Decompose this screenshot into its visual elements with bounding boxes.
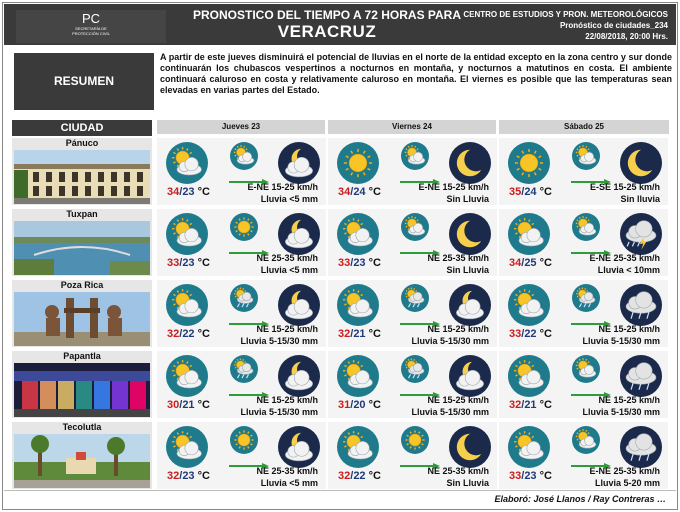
arrow-right-icon: [571, 385, 611, 391]
forecast-cell: [499, 422, 669, 489]
rain-text: Lluvia 5-15/30 mm: [240, 336, 318, 346]
resumen-text: A partir de este jueves disminuirá el potencial de lluvias en el norte de la entidad excepto en la zona centro y sur donde continuarán los chubascos vespertinos a nocturnos en montaña, y nocturnos a matutinos en costa. El ambiente continuará caluroso en costa y relativamente caluroso en montaña. El viernes es posible que las temperaturas sean elevadas en varias partes del Estado.: [160, 52, 672, 95]
logo: [16, 10, 166, 43]
temperature: [509, 328, 552, 340]
temp-unit: °C: [197, 399, 210, 411]
wind-text: NE 25-35 km/h: [427, 466, 489, 476]
temperature: [338, 470, 381, 482]
temp-min: 21: [182, 399, 195, 411]
temp-unit: °C: [368, 257, 381, 269]
rain-text: Lluvia <5 mm: [260, 194, 318, 204]
forecast-cell: [157, 138, 327, 205]
temp-separator: /: [179, 328, 183, 340]
arrow-right-icon: [229, 172, 269, 178]
city-card: [12, 280, 152, 347]
wind-text: E-NE 25-35 km/h: [589, 466, 660, 476]
partly-cloudy-icon: [229, 141, 259, 171]
temp-unit: °C: [539, 257, 552, 269]
clear-night-icon: [619, 141, 663, 185]
arrow-right-icon: [229, 314, 269, 320]
temp-unit: °C: [368, 470, 381, 482]
temp-max: 33: [509, 470, 522, 482]
temp-unit: °C: [539, 186, 552, 198]
rain-night-icon: [619, 425, 663, 469]
temp-min: 23: [353, 257, 366, 269]
title-line-2: VERACRUZ: [277, 22, 377, 41]
forecast-cell: [328, 280, 498, 347]
temp-min: 21: [353, 328, 366, 340]
arrow-right-icon: [571, 456, 611, 462]
city-card: [12, 422, 152, 489]
city-name: Papantla: [63, 351, 101, 361]
cloudy-night-icon: [277, 212, 321, 256]
partly-cloudy-icon: [571, 212, 601, 242]
temperature: [338, 328, 381, 340]
arrow-right-icon: [400, 172, 440, 178]
wind-text: NE 15-25 km/h: [598, 395, 660, 405]
rain-text: Lluvia < 10mm: [597, 265, 660, 275]
temp-unit: °C: [197, 328, 210, 340]
arrow-right-icon: [400, 456, 440, 462]
temp-max: 33: [338, 257, 351, 269]
city-card: [12, 138, 152, 205]
forecast-cell: [499, 280, 669, 347]
temp-max: 32: [509, 399, 522, 411]
wind-text: NE 15-25 km/h: [256, 395, 318, 405]
rain-night-icon: [619, 283, 663, 327]
temp-min: 20: [353, 399, 366, 411]
wind-text: NE 25-35 km/h: [256, 253, 318, 263]
wind-text: NE 15-25 km/h: [427, 395, 489, 405]
rain-text: Sin Lluvia: [446, 194, 489, 204]
title-line-1: PRONOSTICO DEL TIEMPO A 72 HORAS PARA: [192, 8, 462, 22]
temp-unit: °C: [368, 186, 381, 198]
logo-text: PC: [81, 11, 101, 26]
partly-cloudy-icon: [336, 354, 380, 398]
city-card: [12, 209, 152, 276]
temperature: [338, 186, 381, 198]
cloudy-night-icon: [277, 425, 321, 469]
cloudy-night-icon: [277, 283, 321, 327]
temperature: [338, 257, 381, 269]
partly-cloudy-icon: [400, 212, 430, 242]
clear-night-icon: [448, 425, 492, 469]
river-bridge-photo: [14, 221, 150, 275]
partly-cloudy-icon: [336, 212, 380, 256]
temperature: [167, 328, 210, 340]
arrow-right-icon: [571, 172, 611, 178]
temp-max: 32: [338, 470, 351, 482]
temp-unit: °C: [539, 328, 552, 340]
temp-separator: /: [179, 257, 183, 269]
temp-separator: /: [521, 186, 525, 198]
partly-cloudy-icon: [165, 354, 209, 398]
rainy-icon: [400, 283, 430, 313]
rain-text: Lluvia <5 mm: [260, 478, 318, 488]
town-square-photo: [14, 434, 150, 488]
wind-text: E-NE 15-25 km/h: [418, 182, 489, 192]
temperature: [509, 186, 552, 198]
partly-cloudy-icon: [507, 425, 551, 469]
partly-cloudy-icon: [400, 141, 430, 171]
wind-text: E-NE 25-35 km/h: [589, 253, 660, 263]
rain-text: Lluvia 5-15/30 mm: [411, 336, 489, 346]
temp-max: 34: [167, 186, 180, 198]
issue-datetime: 22/08/2018, 20:00 Hrs.: [585, 32, 668, 41]
arrow-right-icon: [229, 456, 269, 462]
arrow-right-icon: [400, 243, 440, 249]
wind-text: E-SE 15-25 km/h: [589, 182, 660, 192]
temp-min: 23: [182, 470, 195, 482]
partly-cloudy-icon: [507, 212, 551, 256]
partly-cloudy-icon: [165, 212, 209, 256]
arrow-right-icon: [229, 243, 269, 249]
day-header-1: Jueves 23: [157, 120, 325, 134]
doc-name: Pronóstico de ciudades_234: [559, 21, 668, 30]
temp-separator: /: [521, 328, 525, 340]
header-info: [463, 9, 668, 42]
cloudy-night-icon: [277, 141, 321, 185]
colonial-building-photo: [14, 150, 150, 204]
temp-unit: °C: [197, 470, 210, 482]
city-name: Tecolutla: [62, 422, 102, 432]
temp-min: 23: [524, 470, 537, 482]
partly-cloudy-icon: [165, 283, 209, 327]
sunny-icon: [507, 141, 551, 185]
temp-unit: °C: [197, 257, 210, 269]
partly-cloudy-icon: [165, 141, 209, 185]
mural-photo: [14, 363, 150, 417]
forecast-cell: [157, 209, 327, 276]
rain-text: Lluvia <5 mm: [260, 265, 318, 275]
temp-separator: /: [179, 186, 183, 198]
wind-text: E-NE 15-25 km/h: [247, 182, 318, 192]
temp-max: 34: [509, 257, 522, 269]
temp-max: 30: [167, 399, 180, 411]
rainy-icon: [571, 283, 601, 313]
forecast-cell: [157, 422, 327, 489]
forecast-cell: [157, 280, 327, 347]
oil-monument-photo: [14, 292, 150, 346]
rain-text: Lluvia 5-20 mm: [594, 478, 660, 488]
rain-text: Lluvia 5-15/30 mm: [240, 407, 318, 417]
wind-text: NE 15-25 km/h: [427, 324, 489, 334]
cloudy-night-icon: [448, 354, 492, 398]
partly-cloudy-icon: [571, 141, 601, 171]
partly-cloudy-icon: [336, 283, 380, 327]
forecast-cell: [328, 138, 498, 205]
arrow-right-icon: [229, 385, 269, 391]
sunny-icon: [229, 425, 259, 455]
clear-night-icon: [448, 141, 492, 185]
forecast-cell: [499, 351, 669, 418]
temperature: [338, 399, 381, 411]
partly-cloudy-icon: [507, 354, 551, 398]
forecast-cell: [328, 209, 498, 276]
wind-text: NE 15-25 km/h: [598, 324, 660, 334]
temperature: [167, 399, 210, 411]
rain-night-icon: [619, 354, 663, 398]
temp-unit: °C: [368, 399, 381, 411]
temp-min: 22: [182, 328, 195, 340]
storm-night-icon: [619, 212, 663, 256]
temp-max: 33: [509, 328, 522, 340]
sunny-icon: [336, 141, 380, 185]
temp-max: 31: [338, 399, 351, 411]
wind-text: NE 15-25 km/h: [256, 324, 318, 334]
cloudy-night-icon: [277, 354, 321, 398]
temp-min: 24: [524, 186, 537, 198]
temp-min: 22: [524, 328, 537, 340]
temp-max: 33: [167, 257, 180, 269]
partly-cloudy-icon: [571, 354, 601, 384]
rain-text: Sin Lluvia: [446, 478, 489, 488]
wind-text: NE 25-35 km/h: [256, 466, 318, 476]
rain-text: Sin Lluvia: [446, 265, 489, 275]
temp-separator: /: [350, 186, 354, 198]
day-header-3: Sábado 25: [499, 120, 669, 134]
temp-unit: °C: [197, 186, 210, 198]
logo-subtext: SECRETARÍA DE PROTECCIÓN CIVIL: [72, 26, 110, 36]
arrow-right-icon: [400, 314, 440, 320]
org-name: CENTRO DE ESTUDIOS Y PRON. METEOROLÓGICOS: [463, 10, 668, 19]
temp-unit: °C: [368, 328, 381, 340]
temperature: [509, 470, 552, 482]
partly-cloudy-icon: [507, 283, 551, 327]
rain-text: Lluvia 5-15/30 mm: [582, 407, 660, 417]
arrow-right-icon: [571, 314, 611, 320]
city-name: Tuxpan: [66, 209, 98, 219]
rain-text: Lluvia 5-15/30 mm: [411, 407, 489, 417]
temp-max: 32: [338, 328, 351, 340]
city-column-header: CIUDAD: [12, 120, 152, 136]
forecast-cell: [499, 209, 669, 276]
rainy-icon: [229, 283, 259, 313]
temp-max: 35: [509, 186, 522, 198]
temp-min: 25: [524, 257, 537, 269]
temp-separator: /: [521, 257, 525, 269]
temp-max: 34: [338, 186, 351, 198]
sunny-icon: [229, 212, 259, 242]
temp-max: 32: [167, 328, 180, 340]
forecast-cell: [499, 138, 669, 205]
temperature: [509, 399, 552, 411]
cloudy-night-icon: [448, 283, 492, 327]
partly-cloudy-icon: [336, 425, 380, 469]
city-card: [12, 351, 152, 418]
temp-unit: °C: [539, 399, 552, 411]
footer-credit: Elaboró: José Llanos / Ray Contreras …: [494, 494, 666, 504]
temp-separator: /: [350, 328, 354, 340]
temp-min: 21: [524, 399, 537, 411]
temp-max: 32: [167, 470, 180, 482]
temp-min: 23: [182, 186, 195, 198]
rain-text: Sin lluvia: [620, 194, 660, 204]
rainy-icon: [400, 354, 430, 384]
temp-min: 22: [353, 470, 366, 482]
temperature: [167, 186, 210, 198]
temp-min: 23: [182, 257, 195, 269]
clear-night-icon: [448, 212, 492, 256]
forecast-cell: [328, 351, 498, 418]
arrow-right-icon: [400, 385, 440, 391]
temp-unit: °C: [539, 470, 552, 482]
temp-separator: /: [350, 399, 354, 411]
temp-separator: /: [521, 399, 525, 411]
partly-cloudy-icon: [571, 425, 601, 455]
sunny-icon: [400, 425, 430, 455]
city-name: Pánuco: [65, 138, 99, 148]
header-bar: [4, 4, 676, 45]
temperature: [509, 257, 552, 269]
partly-cloudy-icon: [165, 425, 209, 469]
footer-divider: [4, 490, 676, 491]
rain-text: Lluvia 5-15/30 mm: [582, 336, 660, 346]
day-header-2: Viernes 24: [328, 120, 496, 134]
forecast-cell: [157, 351, 327, 418]
forecast-cell: [328, 422, 498, 489]
temp-separator: /: [521, 470, 525, 482]
resumen-label: RESUMEN: [14, 53, 154, 110]
arrow-right-icon: [571, 243, 611, 249]
temp-separator: /: [179, 399, 183, 411]
temperature: [167, 470, 210, 482]
rainy-icon: [229, 354, 259, 384]
city-name: Poza Rica: [60, 280, 104, 290]
page-title: [192, 8, 462, 42]
temp-separator: /: [350, 470, 354, 482]
temp-separator: /: [179, 470, 183, 482]
temp-separator: /: [350, 257, 354, 269]
temperature: [167, 257, 210, 269]
temp-min: 24: [353, 186, 366, 198]
wind-text: NE 25-35 km/h: [427, 253, 489, 263]
